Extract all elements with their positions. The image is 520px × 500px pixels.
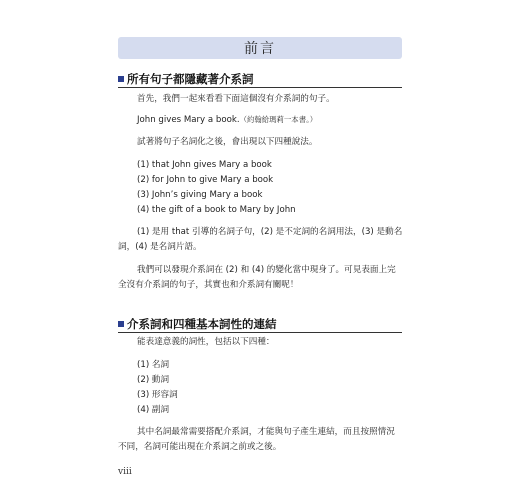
section-rule-2 xyxy=(118,332,402,333)
square-bullet-icon xyxy=(118,76,124,82)
list-item: (4) the gift of a book to Mary by John xyxy=(137,205,296,215)
page-number: viii xyxy=(118,467,132,477)
list-item: (3) 形容詞 xyxy=(137,390,178,400)
paragraph-body-line: 不同，名詞可能出現在介系詞之前或之後。 xyxy=(118,442,282,452)
section-heading-2-text: 介系詞和四種基本詞性的連結 xyxy=(127,317,277,331)
paragraph-body-line: 其中名詞最常需要搭配介系詞，才能與句子產生連結，而且按照情況 xyxy=(137,427,395,437)
paragraph-explain-line: 詞，(4) 是名詞片語。 xyxy=(118,242,202,252)
list-item: (1) that John gives Mary a book xyxy=(137,160,272,170)
section-heading-2 xyxy=(118,316,277,332)
paragraph-transition: 試著將句子名詞化之後，會出現以下四種說法。 xyxy=(137,137,318,147)
example-sentence xyxy=(137,114,317,126)
paragraph-intro: 首先，我們一起來看看下面這個沒有介系詞的句子。 xyxy=(137,94,335,104)
section-heading-1 xyxy=(118,71,254,87)
list-item: (3) John’s giving Mary a book xyxy=(137,190,263,200)
example-translation: （約翰給瑪莉一本書。） xyxy=(239,115,318,124)
paragraph-explain-line: (1) 是用 that 引導的名詞子句，(2) 是不定詞的名詞用法，(3) 是動名 xyxy=(137,227,403,237)
list-item: (1) 名詞 xyxy=(137,360,170,370)
paragraph-intro-2: 能表達意義的詞性，包括以下四種： xyxy=(137,337,275,347)
section-heading-1-text: 所有句子都隱藏著介系詞 xyxy=(127,72,254,86)
paragraph-conclusion-line: 全沒有介系詞的句子，其實也和介系詞有關呢！ xyxy=(118,280,299,290)
example-english: John gives Mary a book. xyxy=(137,115,240,125)
section-rule-1 xyxy=(118,87,402,88)
paragraph-conclusion-line: 我們可以發現介系詞在 (2) 和 (4) 的變化當中現身了。可見表面上完 xyxy=(137,265,396,275)
list-item: (4) 副詞 xyxy=(137,405,170,415)
title-banner xyxy=(118,37,402,59)
list-item: (2) 動詞 xyxy=(137,375,170,385)
page-title: 前言 xyxy=(244,41,276,57)
list-item: (2) for John to give Mary a book xyxy=(137,175,274,185)
square-bullet-icon xyxy=(118,321,124,327)
